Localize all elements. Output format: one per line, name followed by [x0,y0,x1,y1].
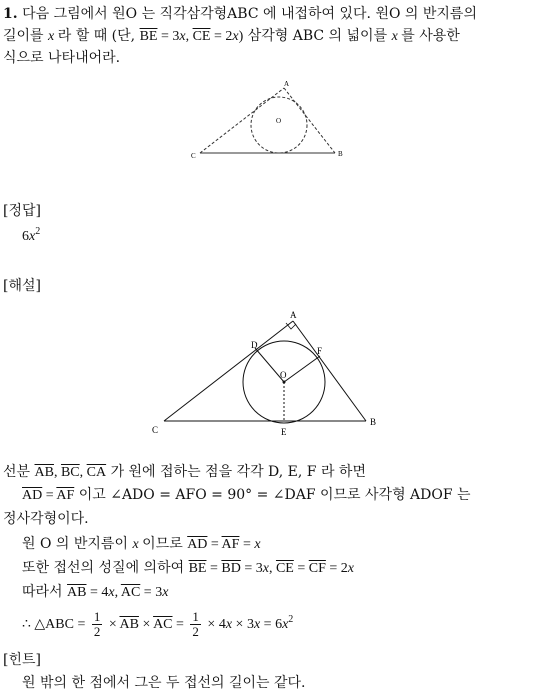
sol-text-1b: 가 원에 접하는 점을 각각 D, E, F 라 하면 [110,464,366,480]
sol-text-4a: 원 O 의 반지름이 [22,536,128,552]
fig2-label-c: C [152,425,159,435]
answer-value: $6x^2$ [22,226,41,244]
solution-line-2: $\overline{AD} = \overline{AF}$ 이고 ∠ADO = AFO = 90° = ∠DAF 이므로 사각형 ADOF 는 [22,487,471,503]
fig1-label-b: B [338,150,343,158]
sol-text-5a: 또한 접선의 성질에 의하여 [22,560,185,576]
sol-text-4b: 이므로 [142,536,183,552]
fig2-label-a: A [290,310,297,320]
solution-line-1: 선분 $\overline{AB}$, $\overline{BC}$, $\overline{CA}$ 가 원에 접하는 점을 각각 D, E, F 라 하면 [3,464,366,480]
problem-text-2b: 라 할 때 (단, [57,28,136,44]
hint-header: [힌트] [3,652,41,668]
fig1-label-o: O [276,117,282,125]
solution-line-7: ∴ △ABC = $\frac{1}{2}$ × $\overline{AB} \times \overline{AC}$ = $\frac{1}{2}$ × $4x \times 3x = 6x^2$ [22,609,294,640]
hint-text: 원 밖의 한 점에서 그은 두 접선의 길이는 같다. [22,675,306,691]
fig1-label-a: A [284,80,290,88]
solution-figure [150,305,390,440]
fig2-label-e: E [281,427,287,437]
solution-header: [해설] [3,278,41,294]
problem-number: 1. [3,6,18,22]
solution-line-3: 정사각형이다. [3,511,89,527]
sol-text-6a: 따라서 [22,584,63,600]
solution-line-5: 또한 접선의 성질에 의하여 $\overline{BE} = \overline{BD} = 3x$, $\overline{CE} = \overline{CF} = 2x$ [22,560,354,576]
problem-figure [180,76,360,166]
problem-line-3: 식으로 나타내어라. [3,50,121,66]
problem-text-1: 다음 그림에서 원O 는 직각삼각형ABC 에 내접하여 있다. 원O 의 반지름의 [22,6,477,22]
problem-text-2c: 삼각형 ABC 의 넓이를 [247,28,388,44]
sol-text-2a: 이고 ∠ADO = AFO = 90° = ∠DAF 이므로 사각형 ADOF 는 [78,487,471,503]
problem-text-2a: 길이를 [3,28,44,44]
problem-line-2: 길이를 x 라 할 때 (단, $\overline{BE} = 3x$, $\overline{CE} = 2x$) 삼각형 ABC 의 넓이를 x 를 사용한 [3,28,460,44]
solution-line-6: 따라서 $\overline{AB} = 4x$, $\overline{AC} = 3x$ [22,584,169,600]
answer-header: [정답] [3,203,41,219]
problem-line-1 [3,4,477,24]
fig1-label-c: C [191,152,196,160]
fig2-label-o: O [280,370,287,380]
sol-text-1a: 선분 [3,464,31,480]
fig2-label-d: D [251,340,258,350]
problem-text-2d: 를 사용한 [401,28,460,44]
solution-line-4: 원 O 의 반지름이 x 이므로 $\overline{AD} = \overline{AF} = x$ [22,536,261,552]
fig2-label-b: B [370,417,377,427]
fig2-label-f: F [317,346,323,356]
